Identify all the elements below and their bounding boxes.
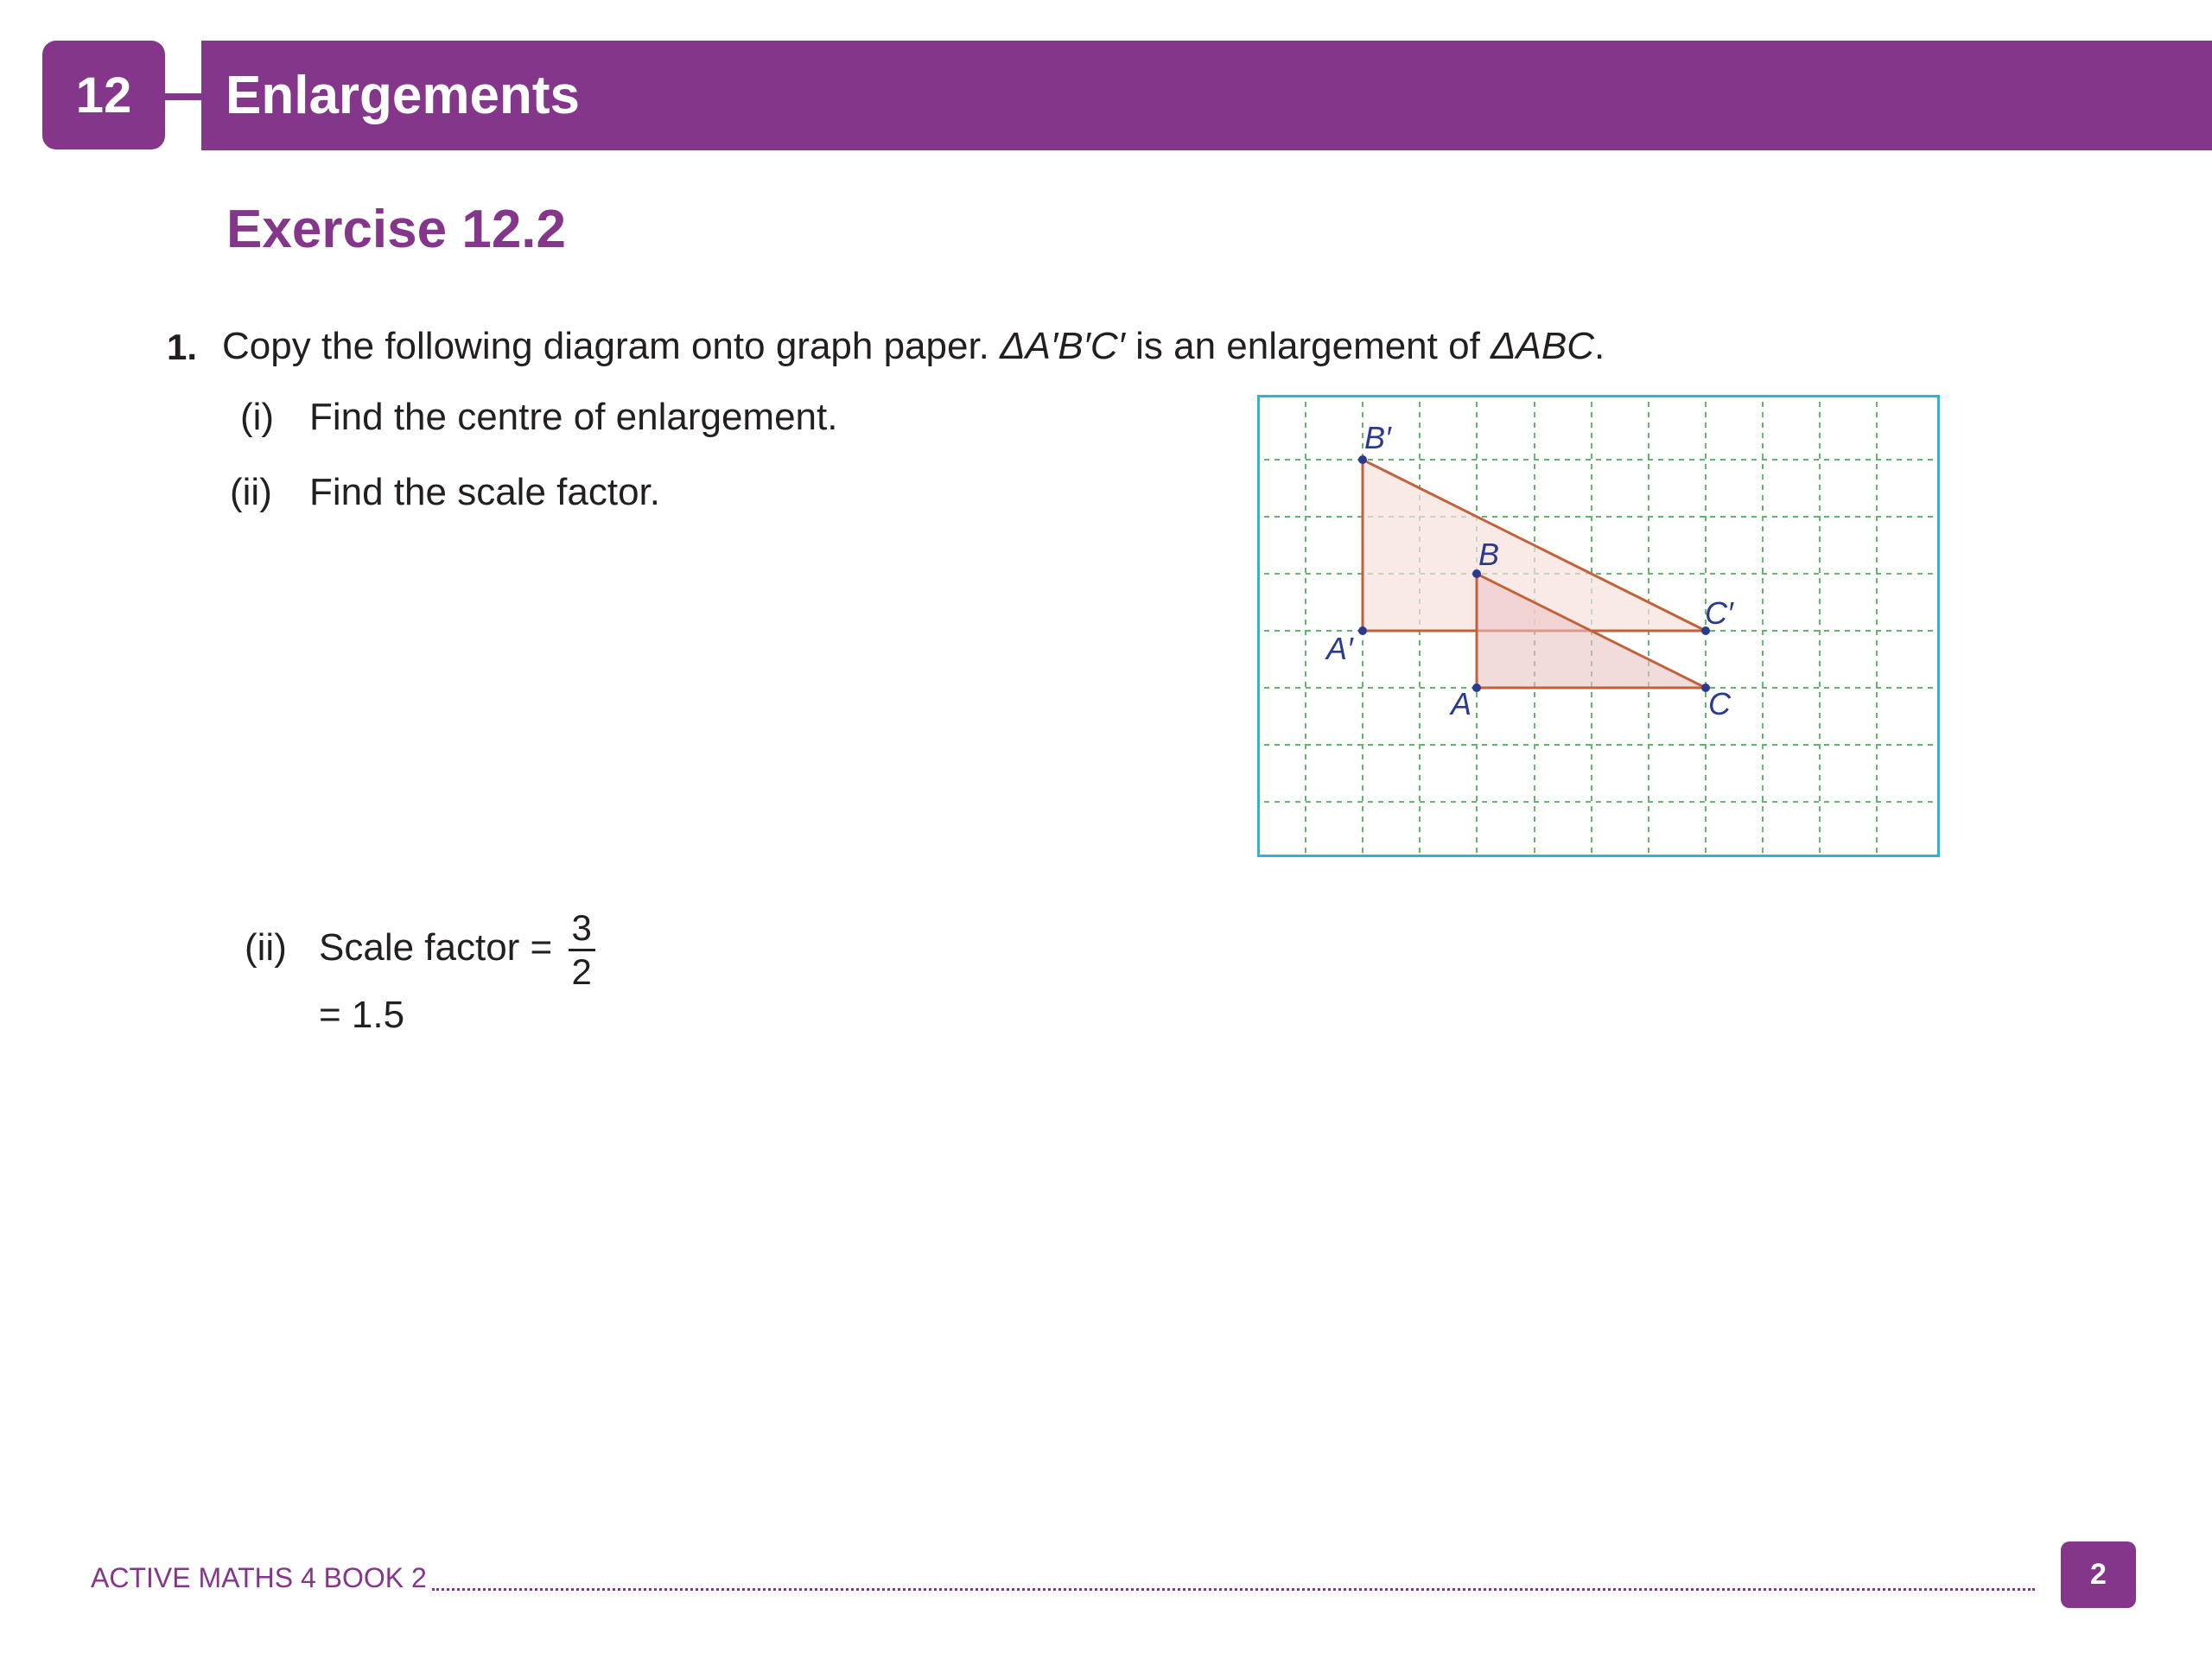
page-number: 2 <box>2090 1558 2107 1591</box>
question-text-middle: is an enlargement of <box>1124 325 1491 367</box>
label-b-prime: B′ <box>1364 420 1391 455</box>
part-text: Find the scale factor. <box>309 471 660 513</box>
chapter-number: 12 <box>75 67 132 124</box>
label-c-prime: C′ <box>1705 595 1733 631</box>
part-text: Find the centre of enlargement. <box>309 396 838 438</box>
label-a-prime: A′ <box>1326 631 1353 666</box>
chapter-title: Enlargements <box>226 66 581 125</box>
page-number-badge <box>2061 1541 2136 1608</box>
question-part-i <box>240 396 837 439</box>
label-c: C <box>1708 686 1731 721</box>
label-a: A <box>1451 686 1472 721</box>
answer-result: = 1.5 <box>319 994 405 1036</box>
part-roman: (ii) <box>230 471 272 513</box>
question-text-suffix: . <box>1594 325 1605 367</box>
triangle-image-label: ΔA′B′C′ <box>1000 325 1125 367</box>
triangle-original-label: ΔABC <box>1491 325 1595 367</box>
part-roman: (i) <box>240 396 275 438</box>
answer-roman: (ii) <box>245 926 287 969</box>
question-text-prefix: Copy the following diagram onto graph paper. <box>222 325 1001 367</box>
chapter-number-badge <box>42 41 165 149</box>
question-part-ii <box>230 471 660 514</box>
header-connector <box>165 93 201 100</box>
label-b: B <box>1478 537 1500 572</box>
fraction-denominator: 2 <box>571 951 592 992</box>
question-text <box>222 325 1605 368</box>
answer-fraction <box>569 907 595 993</box>
footer-book-title: ACTIVE MATHS 4 BOOK 2 <box>91 1562 427 1593</box>
answer-label: Scale factor = <box>319 926 553 969</box>
footer-dotted-line <box>432 1588 2035 1591</box>
fraction-numerator: 3 <box>569 907 595 951</box>
answer-scale-factor <box>245 907 595 993</box>
exercise-title: Exercise 12.2 <box>226 200 567 259</box>
chapter-title-bar <box>201 41 2212 150</box>
enlargement-diagram <box>1257 395 1940 857</box>
question-number: 1. <box>167 327 198 367</box>
